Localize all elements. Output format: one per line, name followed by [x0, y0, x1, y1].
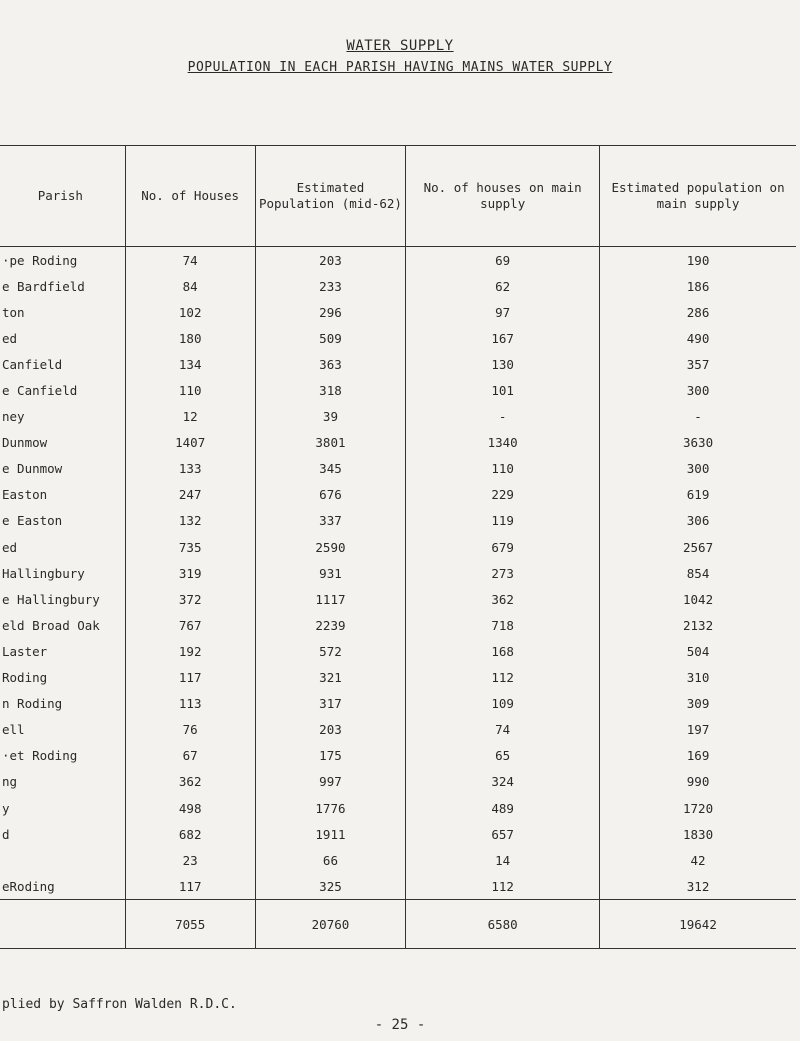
- table-row: [0, 377, 796, 403]
- parish-cell: eld Broad Oak: [2, 617, 100, 633]
- houses-cell: 102: [125, 299, 255, 325]
- parish-cell: ed: [2, 330, 18, 346]
- population-cell: 1911: [255, 821, 405, 847]
- houses-main-cell: -: [406, 404, 600, 430]
- houses-main-cell: 657: [406, 821, 600, 847]
- houses-main-cell: 324: [406, 769, 600, 795]
- houses-main-cell: 112: [406, 873, 600, 900]
- population-cell: 337: [255, 508, 405, 534]
- houses-main-cell: 101: [406, 377, 600, 403]
- page-heading: WATER SUPPLY: [346, 38, 454, 54]
- population-cell: 233: [255, 273, 405, 299]
- houses-main-cell: 489: [406, 795, 600, 821]
- table-row: [0, 717, 796, 743]
- houses-cell: 117: [125, 873, 255, 900]
- parish-cell: Laster: [2, 643, 48, 659]
- houses-cell: 132: [125, 508, 255, 534]
- parish-cell: e Bardfield: [2, 278, 85, 294]
- parish-cell: Easton: [2, 487, 48, 503]
- parish-cell: eRoding: [2, 878, 55, 894]
- houses-cell: 767: [125, 612, 255, 638]
- population-cell: 66: [255, 847, 405, 873]
- population-main-cell: 1720: [600, 795, 796, 821]
- population-cell: 175: [255, 743, 405, 769]
- table-row: [0, 482, 796, 508]
- houses-cell: 498: [125, 795, 255, 821]
- houses-cell: 113: [125, 691, 255, 717]
- houses-main-cell: 718: [406, 612, 600, 638]
- table-body: [0, 247, 796, 900]
- houses-cell: 682: [125, 821, 255, 847]
- parish-cell: Dunmow: [2, 435, 48, 451]
- population-main-cell: 300: [600, 377, 796, 403]
- population-main-cell: 3630: [600, 430, 796, 456]
- houses-cell: 110: [125, 377, 255, 403]
- population-cell: 3801: [255, 430, 405, 456]
- parish-cell: [0, 847, 125, 873]
- population-cell: 997: [255, 769, 405, 795]
- houses-main-cell: 14: [406, 847, 600, 873]
- houses-main-cell: 167: [406, 325, 600, 351]
- table-row: [0, 560, 796, 586]
- table-row: [0, 691, 796, 717]
- water-supply-table: [0, 145, 796, 949]
- total-population-main: 19642: [600, 900, 796, 949]
- table-subheading: POPULATION IN EACH PARISH HAVING MAINS WATER SUPPLY: [187, 60, 613, 75]
- table-row: [0, 743, 796, 769]
- header-houses-main: No. of houses on main supply: [406, 146, 600, 247]
- population-cell: 296: [255, 299, 405, 325]
- population-main-cell: 504: [600, 638, 796, 664]
- total-houses-main: 6580: [406, 900, 600, 949]
- houses-main-cell: 110: [406, 456, 600, 482]
- parish-cell: Canfield: [2, 356, 63, 372]
- table-row: [0, 638, 796, 664]
- population-main-cell: 2567: [600, 534, 796, 560]
- header-houses: No. of Houses: [125, 146, 255, 247]
- parish-cell: ·et Roding: [2, 748, 78, 764]
- parish-cell: n Roding: [2, 696, 63, 712]
- table-row: [0, 456, 796, 482]
- population-cell: 2590: [255, 534, 405, 560]
- parish-cell: e Easton: [2, 513, 63, 529]
- population-cell: 325: [255, 873, 405, 900]
- population-cell: 203: [255, 717, 405, 743]
- table-row: [0, 299, 796, 325]
- parish-cell: ·pe Roding: [2, 252, 78, 268]
- population-main-cell: 286: [600, 299, 796, 325]
- table-row: [0, 873, 796, 900]
- parish-cell: ed: [2, 539, 18, 555]
- population-cell: 203: [255, 247, 405, 274]
- population-main-cell: 2132: [600, 612, 796, 638]
- houses-cell: 372: [125, 586, 255, 612]
- houses-cell: 180: [125, 325, 255, 351]
- totals-row: [0, 900, 796, 949]
- houses-cell: 1407: [125, 430, 255, 456]
- table-row: [0, 404, 796, 430]
- population-cell: 317: [255, 691, 405, 717]
- population-main-cell: 306: [600, 508, 796, 534]
- table-row: [0, 273, 796, 299]
- houses-cell: 23: [125, 847, 255, 873]
- parish-cell: ney: [2, 409, 25, 425]
- table-row: [0, 665, 796, 691]
- houses-cell: 67: [125, 743, 255, 769]
- header-population-main: Estimated population on main supply: [600, 146, 796, 247]
- population-main-cell: 169: [600, 743, 796, 769]
- population-main-cell: 1042: [600, 586, 796, 612]
- table-row: [0, 612, 796, 638]
- houses-cell: 735: [125, 534, 255, 560]
- houses-main-cell: 229: [406, 482, 600, 508]
- header-population: Estimated Population (mid-62): [255, 146, 405, 247]
- population-cell: 363: [255, 351, 405, 377]
- table-row: [0, 769, 796, 795]
- parish-cell: e Hallingbury: [2, 591, 100, 607]
- parish-cell: ng: [2, 774, 18, 790]
- houses-main-cell: 112: [406, 665, 600, 691]
- footnote: plied by Saffron Walden R.D.C.: [2, 997, 237, 1012]
- houses-main-cell: 69: [406, 247, 600, 274]
- table-row: [0, 586, 796, 612]
- houses-cell: 362: [125, 769, 255, 795]
- population-main-cell: 490: [600, 325, 796, 351]
- population-cell: 2239: [255, 612, 405, 638]
- houses-cell: 133: [125, 456, 255, 482]
- population-cell: 345: [255, 456, 405, 482]
- table-row: [0, 351, 796, 377]
- table-row: [0, 508, 796, 534]
- table-row: [0, 247, 796, 274]
- houses-main-cell: 97: [406, 299, 600, 325]
- table-row: [0, 847, 796, 873]
- houses-main-cell: 109: [406, 691, 600, 717]
- houses-cell: 117: [125, 665, 255, 691]
- population-cell: 1776: [255, 795, 405, 821]
- population-main-cell: 1830: [600, 821, 796, 847]
- houses-main-cell: 1340: [406, 430, 600, 456]
- population-cell: 931: [255, 560, 405, 586]
- parish-cell: e Canfield: [2, 383, 78, 399]
- houses-main-cell: 130: [406, 351, 600, 377]
- houses-main-cell: 74: [406, 717, 600, 743]
- houses-main-cell: 362: [406, 586, 600, 612]
- houses-cell: 12: [125, 404, 255, 430]
- population-main-cell: 197: [600, 717, 796, 743]
- population-main-cell: 42: [600, 847, 796, 873]
- houses-main-cell: 65: [406, 743, 600, 769]
- houses-cell: 76: [125, 717, 255, 743]
- population-main-cell: 619: [600, 482, 796, 508]
- table-row: [0, 325, 796, 351]
- population-main-cell: 357: [600, 351, 796, 377]
- header-row: [0, 146, 796, 247]
- parish-cell: ton: [2, 304, 25, 320]
- houses-main-cell: 273: [406, 560, 600, 586]
- houses-cell: 247: [125, 482, 255, 508]
- table-row: [0, 534, 796, 560]
- population-main-cell: 310: [600, 665, 796, 691]
- houses-main-cell: 119: [406, 508, 600, 534]
- population-main-cell: 190: [600, 247, 796, 274]
- houses-cell: 134: [125, 351, 255, 377]
- population-main-cell: 309: [600, 691, 796, 717]
- parish-cell: e Dunmow: [2, 461, 63, 477]
- table-row: [0, 795, 796, 821]
- population-main-cell: -: [600, 404, 796, 430]
- parish-cell: y: [2, 800, 10, 816]
- population-cell: 572: [255, 638, 405, 664]
- table-row: [0, 821, 796, 847]
- parish-cell: Roding: [2, 670, 48, 686]
- population-main-cell: 990: [600, 769, 796, 795]
- houses-main-cell: 62: [406, 273, 600, 299]
- population-main-cell: 854: [600, 560, 796, 586]
- population-main-cell: 300: [600, 456, 796, 482]
- population-cell: 318: [255, 377, 405, 403]
- population-cell: 676: [255, 482, 405, 508]
- population-cell: 509: [255, 325, 405, 351]
- total-label: [0, 900, 125, 949]
- parish-cell: ell: [2, 722, 25, 738]
- parish-cell: d: [2, 826, 10, 842]
- houses-main-cell: 679: [406, 534, 600, 560]
- houses-main-cell: 168: [406, 638, 600, 664]
- houses-cell: 74: [125, 247, 255, 274]
- population-cell: 1117: [255, 586, 405, 612]
- total-population: 20760: [255, 900, 405, 949]
- houses-cell: 84: [125, 273, 255, 299]
- population-cell: 321: [255, 665, 405, 691]
- population-main-cell: 186: [600, 273, 796, 299]
- population-cell: 39: [255, 404, 405, 430]
- page-number: - 25 -: [374, 1017, 426, 1033]
- houses-cell: 319: [125, 560, 255, 586]
- table-row: [0, 430, 796, 456]
- total-houses: 7055: [125, 900, 255, 949]
- header-parish: Parish: [37, 188, 83, 203]
- population-main-cell: 312: [600, 873, 796, 900]
- houses-cell: 192: [125, 638, 255, 664]
- parish-cell: Hallingbury: [2, 565, 85, 581]
